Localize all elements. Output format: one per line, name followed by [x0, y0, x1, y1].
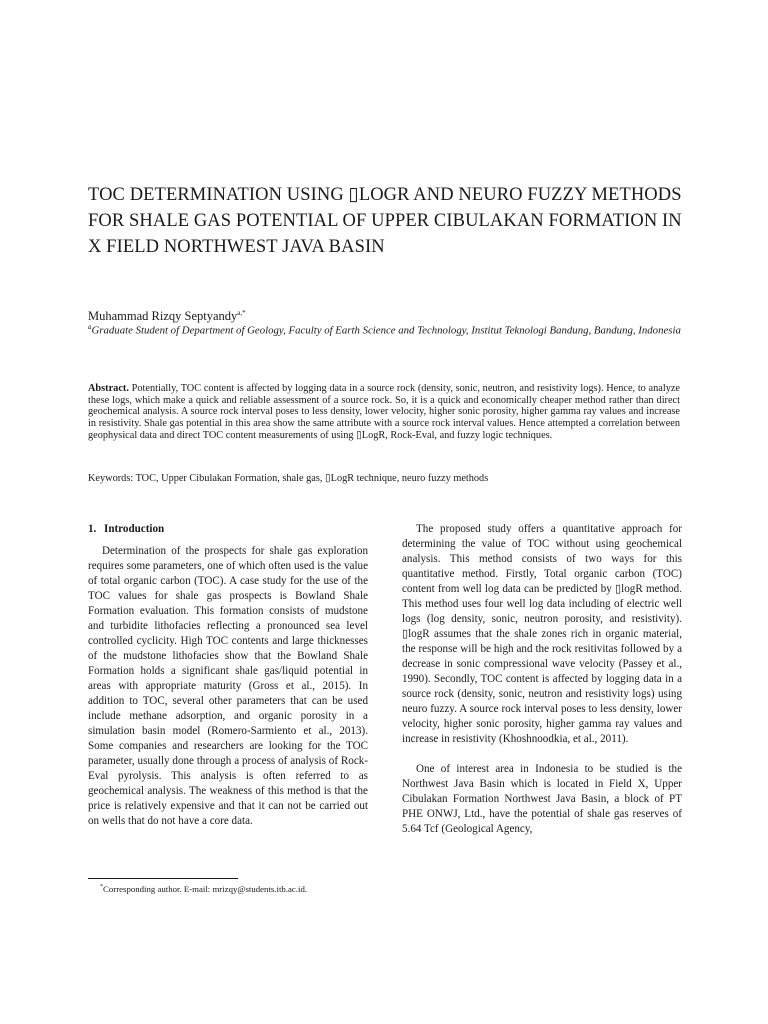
section-title: Introduction — [104, 523, 165, 535]
author-marks: a,* — [237, 309, 246, 317]
footnote — [100, 882, 307, 895]
abstract — [88, 383, 680, 442]
abstract-label: Abstract. — [88, 383, 129, 394]
affiliation — [88, 320, 688, 339]
section-heading — [88, 522, 368, 537]
body-paragraph: One of interest area in Indonesia to be studied is the Northwest Java Basin which is located in Field X, Upper Cibulakan Formation Northwest Java Basin, a block of PT PHE ONWJ, Ltd., have the potential of shale gas reserves of 5.64 Tcf (Geological Agency, — [402, 763, 682, 835]
body-paragraph: Determination of the prospects for shale gas exploration requires some parameters, one of which often used is the value of total organic carbon (TOC). A case study for the use of the TOC values for shale gas prospects is Bowland Shale Formation evaluation. This formation consists of mudstone and turbidite lithofacies reflecting a pronounced sea level controlled cyclicity. High TOC contents and large thicknesses of the mudstone lithofacies show that the Bowland Shale Formation holds a significant shale gas/liquid potential in areas with appropriate maturity (Gross et al., 2015). In addition to TOC, several other parameters that can be used include methane adsorption, and organic porosity in a simulation basin model (Romero-Sarmiento et al., 2013). Some companies and researchers are looking for the TOC parameter, usually done through a process of analysis of Rock-Eval pyrolysis. This analysis is often referred to as geochemical analysis. The weakness of this method is that the price is relatively expensive and that it can not be carried out on wells that do not have a core data. — [88, 545, 368, 827]
abstract-text: Potentially, TOC content is affected by logging data in a source rock (density, sonic, neutron, and resistivity logs). Hence, to analyze these logs, which make a quick and reliable assessment of a source rock. So, it is a quick and economically cheaper method rather than direct geochemical analysis. A source rock interval poses to less density, lower velocity, higher sonic porosity, higher gamma ray values and increase in resistivity. Shale gas potential in this area show the same attribute with a source rock interval values. Hence attempted a correlation between geophysical data and direct TOC content measurements of using ▯LogR, Rock-Eval, and fuzzy logic techniques. — [88, 383, 680, 441]
footnote-text: Corresponding author. E-mail: mrizqy@students.itb.ac.id. — [103, 883, 308, 894]
left-column — [88, 522, 368, 829]
affiliation-mark: a — [88, 323, 92, 331]
section-number: 1. — [88, 523, 97, 535]
body-paragraph: The proposed study offers a quantitative approach for determining the value of TOC without using geochemical analysis. This method consists of two ways for this quantitative method. Firstly, Total organic carbon (TOC) content from well log data can be predicted by ▯logR method. This method uses four well log data including of electric well logs (log density, sonic, neutron porosity, and resistivity). ▯logR assumes that the shale zones rich in organic material, the response will be high and the rock resitivitas followed by a decrease in sonic compressional wave velocity (Passey et al., 1990). Secondly, TOC content is affected by logging data in a source rock (density, sonic, neutron and resistivity logs) using neuro fuzzy. A source rock interval poses to less density, lower velocity, higher sonic porosity, higher gamma ray values and increase in resistivity (Khoshnoodkia, et al., 2011). — [402, 523, 682, 745]
footnote-mark: * — [100, 884, 103, 890]
paper-title: TOC DETERMINATION USING ▯LOGR AND NEURO FUZZY METHODS FOR SHALE GAS POTENTIAL OF UPPER CIBULAKAN FORMATION IN X FIELD NORTHWEST JAVA BASIN — [88, 185, 682, 257]
keywords: Keywords: TOC, Upper Cibulakan Formation, shale gas, ▯LogR technique, neuro fuzzy methods — [88, 473, 489, 484]
right-column — [402, 522, 682, 837]
footnote-rule — [88, 878, 238, 879]
author-name: Muhammad Rizqy Septyandy — [88, 309, 238, 324]
affiliation-text: Graduate Student of Department of Geology, Faculty of Earth Science and Technology, Institut Teknologi Bandung, Bandung, Indonesia — [91, 324, 681, 337]
